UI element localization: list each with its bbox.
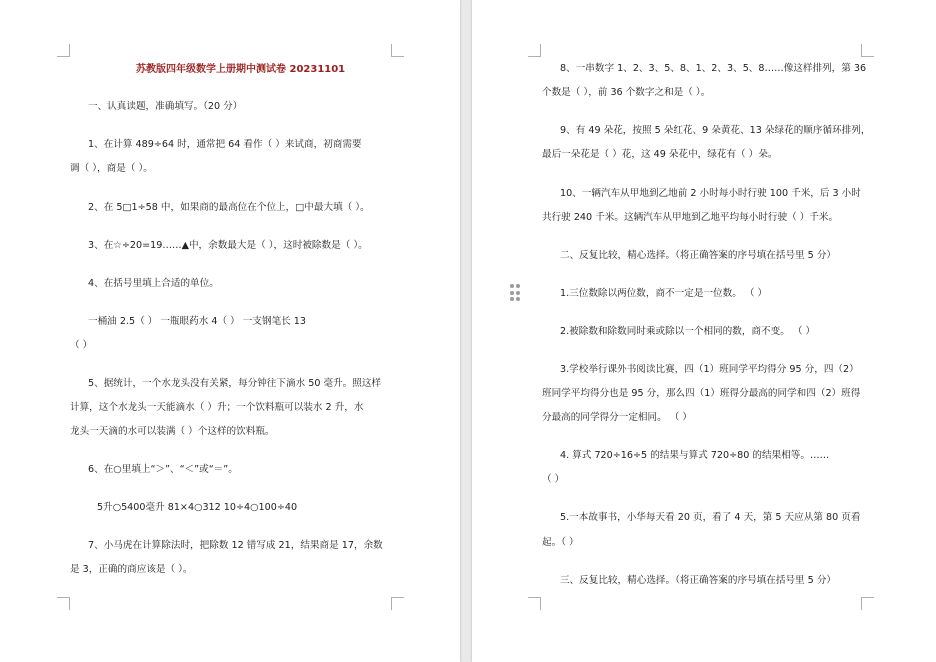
question-1-line-2: 调（ ），商是（ ）。 — [70, 163, 153, 174]
judgement-4-line-2: （ ） — [542, 474, 565, 485]
judgement-2: 2.被除数和除数同时乘或除以一个相同的数，商不变。 （ ） — [560, 326, 816, 337]
margin-corner-mark — [861, 44, 874, 57]
question-5-line-1: 5、据统计，一个水龙头没有关紧，每分钟往下滴水 50 毫升。照这样 — [88, 378, 382, 389]
margin-corner-mark — [528, 597, 541, 610]
grip-dot — [516, 297, 520, 301]
question-4-items: 一桶油 2.5（ ） 一瓶眼药水 4（ ） 一支钢笔长 13 — [88, 316, 307, 327]
question-8-line-1: 8、一串数字 1、2、3、5、8、1、2、3、5、8……像这样排列，第 36 — [560, 63, 867, 74]
question-8-line-2: 个数是（ ），前 36 个数字之和是（ ）。 — [542, 87, 711, 98]
document-title: 苏教版四年级数学上册期中测试卷 20231101 — [136, 64, 346, 75]
question-3: 3、在☆÷20=19……▲中，余数最大是（ ），这时被除数是（ ）。 — [88, 240, 368, 251]
question-5-line-3: 龙头一天滴的水可以装满（ ）个这样的饮料瓶。 — [70, 426, 275, 437]
question-4-continued: （ ） — [70, 340, 93, 351]
question-7-line-1: 7、小马虎在计算除法时，把除数 12 错写成 21，结果商是 17，余数 — [88, 540, 383, 551]
margin-corner-mark — [57, 597, 70, 610]
judgement-1: 1.三位数除以两位数，商不一定是一位数。 （ ） — [560, 288, 768, 299]
question-10-line-1: 10、一辆汽车从甲地到乙地前 2 小时每小时行驶 100 千米，后 3 小时 — [560, 188, 861, 199]
drag-handle-icon[interactable] — [510, 284, 520, 302]
question-10-line-2: 共行驶 240 千米。这辆汽车从甲地到乙地平均每小时行驶（ ）千米。 — [542, 212, 839, 223]
judgement-5-line-1: 5.一本故事书，小华每天看 20 页，看了 4 天，第 5 天应从第 80 页看 — [560, 512, 861, 523]
grip-dot — [510, 297, 514, 301]
question-2: 2、在 5□1÷58 中，如果商的最高位在个位上，□中最大填（ ）。 — [88, 202, 370, 213]
section-heading-3: 三、反复比较，精心选择。（将正确答案的序号填在括号里 5 分） — [560, 575, 837, 586]
margin-corner-mark — [861, 597, 874, 610]
question-6: 6、在○里填上“＞”、“＜”或“＝”。 — [88, 464, 238, 475]
question-6-items: 5升○5400毫升 81×4○312 10÷4○100÷40 — [97, 502, 298, 513]
margin-corner-mark — [391, 44, 404, 57]
question-1-line-1: 1、在计算 489÷64 时，通常把 64 看作（ ）来试商，初商需要 — [88, 139, 362, 150]
grip-dot — [510, 291, 514, 295]
question-4: 4、在括号里填上合适的单位。 — [88, 278, 219, 289]
judgement-5-line-2: 起。（ ） — [542, 537, 579, 548]
question-7-line-2: 是 3，正确的商应该是（ ）。 — [70, 564, 193, 575]
question-5-line-2: 计算，这个水龙头一天能滴水（ ）升；一个饮料瓶可以装水 2 升，水 — [70, 402, 364, 413]
document-page-left — [0, 0, 460, 662]
margin-corner-mark — [528, 44, 541, 57]
margin-corner-mark — [57, 44, 70, 57]
question-9-line-2: 最后一朵花是（ ）花，这 49 朵花中，绿花有（ ）朵。 — [542, 149, 778, 160]
judgement-3-line-2: 班同学平均得分也是 95 分，那么四（1）班得分最高的同学和四（2）班得 — [542, 388, 861, 399]
question-9-line-1: 9、有 49 朵花，按照 5 朵红花、9 朵黄花、13 朵绿花的顺序循环排列， — [560, 125, 871, 136]
section-heading-2: 二、反复比较，精心选择。（将正确答案的序号填在括号里 5 分） — [560, 250, 837, 261]
judgement-3-line-3: 分最高的同学得分一定相同。 （ ） — [542, 412, 693, 423]
document-page-right — [472, 0, 936, 662]
grip-dot — [516, 291, 520, 295]
margin-corner-mark — [391, 597, 404, 610]
grip-dot — [510, 284, 514, 288]
judgement-4-line-1: 4. 算式 720÷16÷5 的结果与算式 720÷80 的结果相等。…… — [560, 450, 830, 461]
section-heading-1: 一、认真读题，准确填写。（20 分） — [88, 101, 243, 112]
grip-dot — [516, 284, 520, 288]
judgement-3-line-1: 3.学校举行课外书阅读比赛，四（1）班同学平均得分 95 分，四（2） — [560, 364, 859, 375]
